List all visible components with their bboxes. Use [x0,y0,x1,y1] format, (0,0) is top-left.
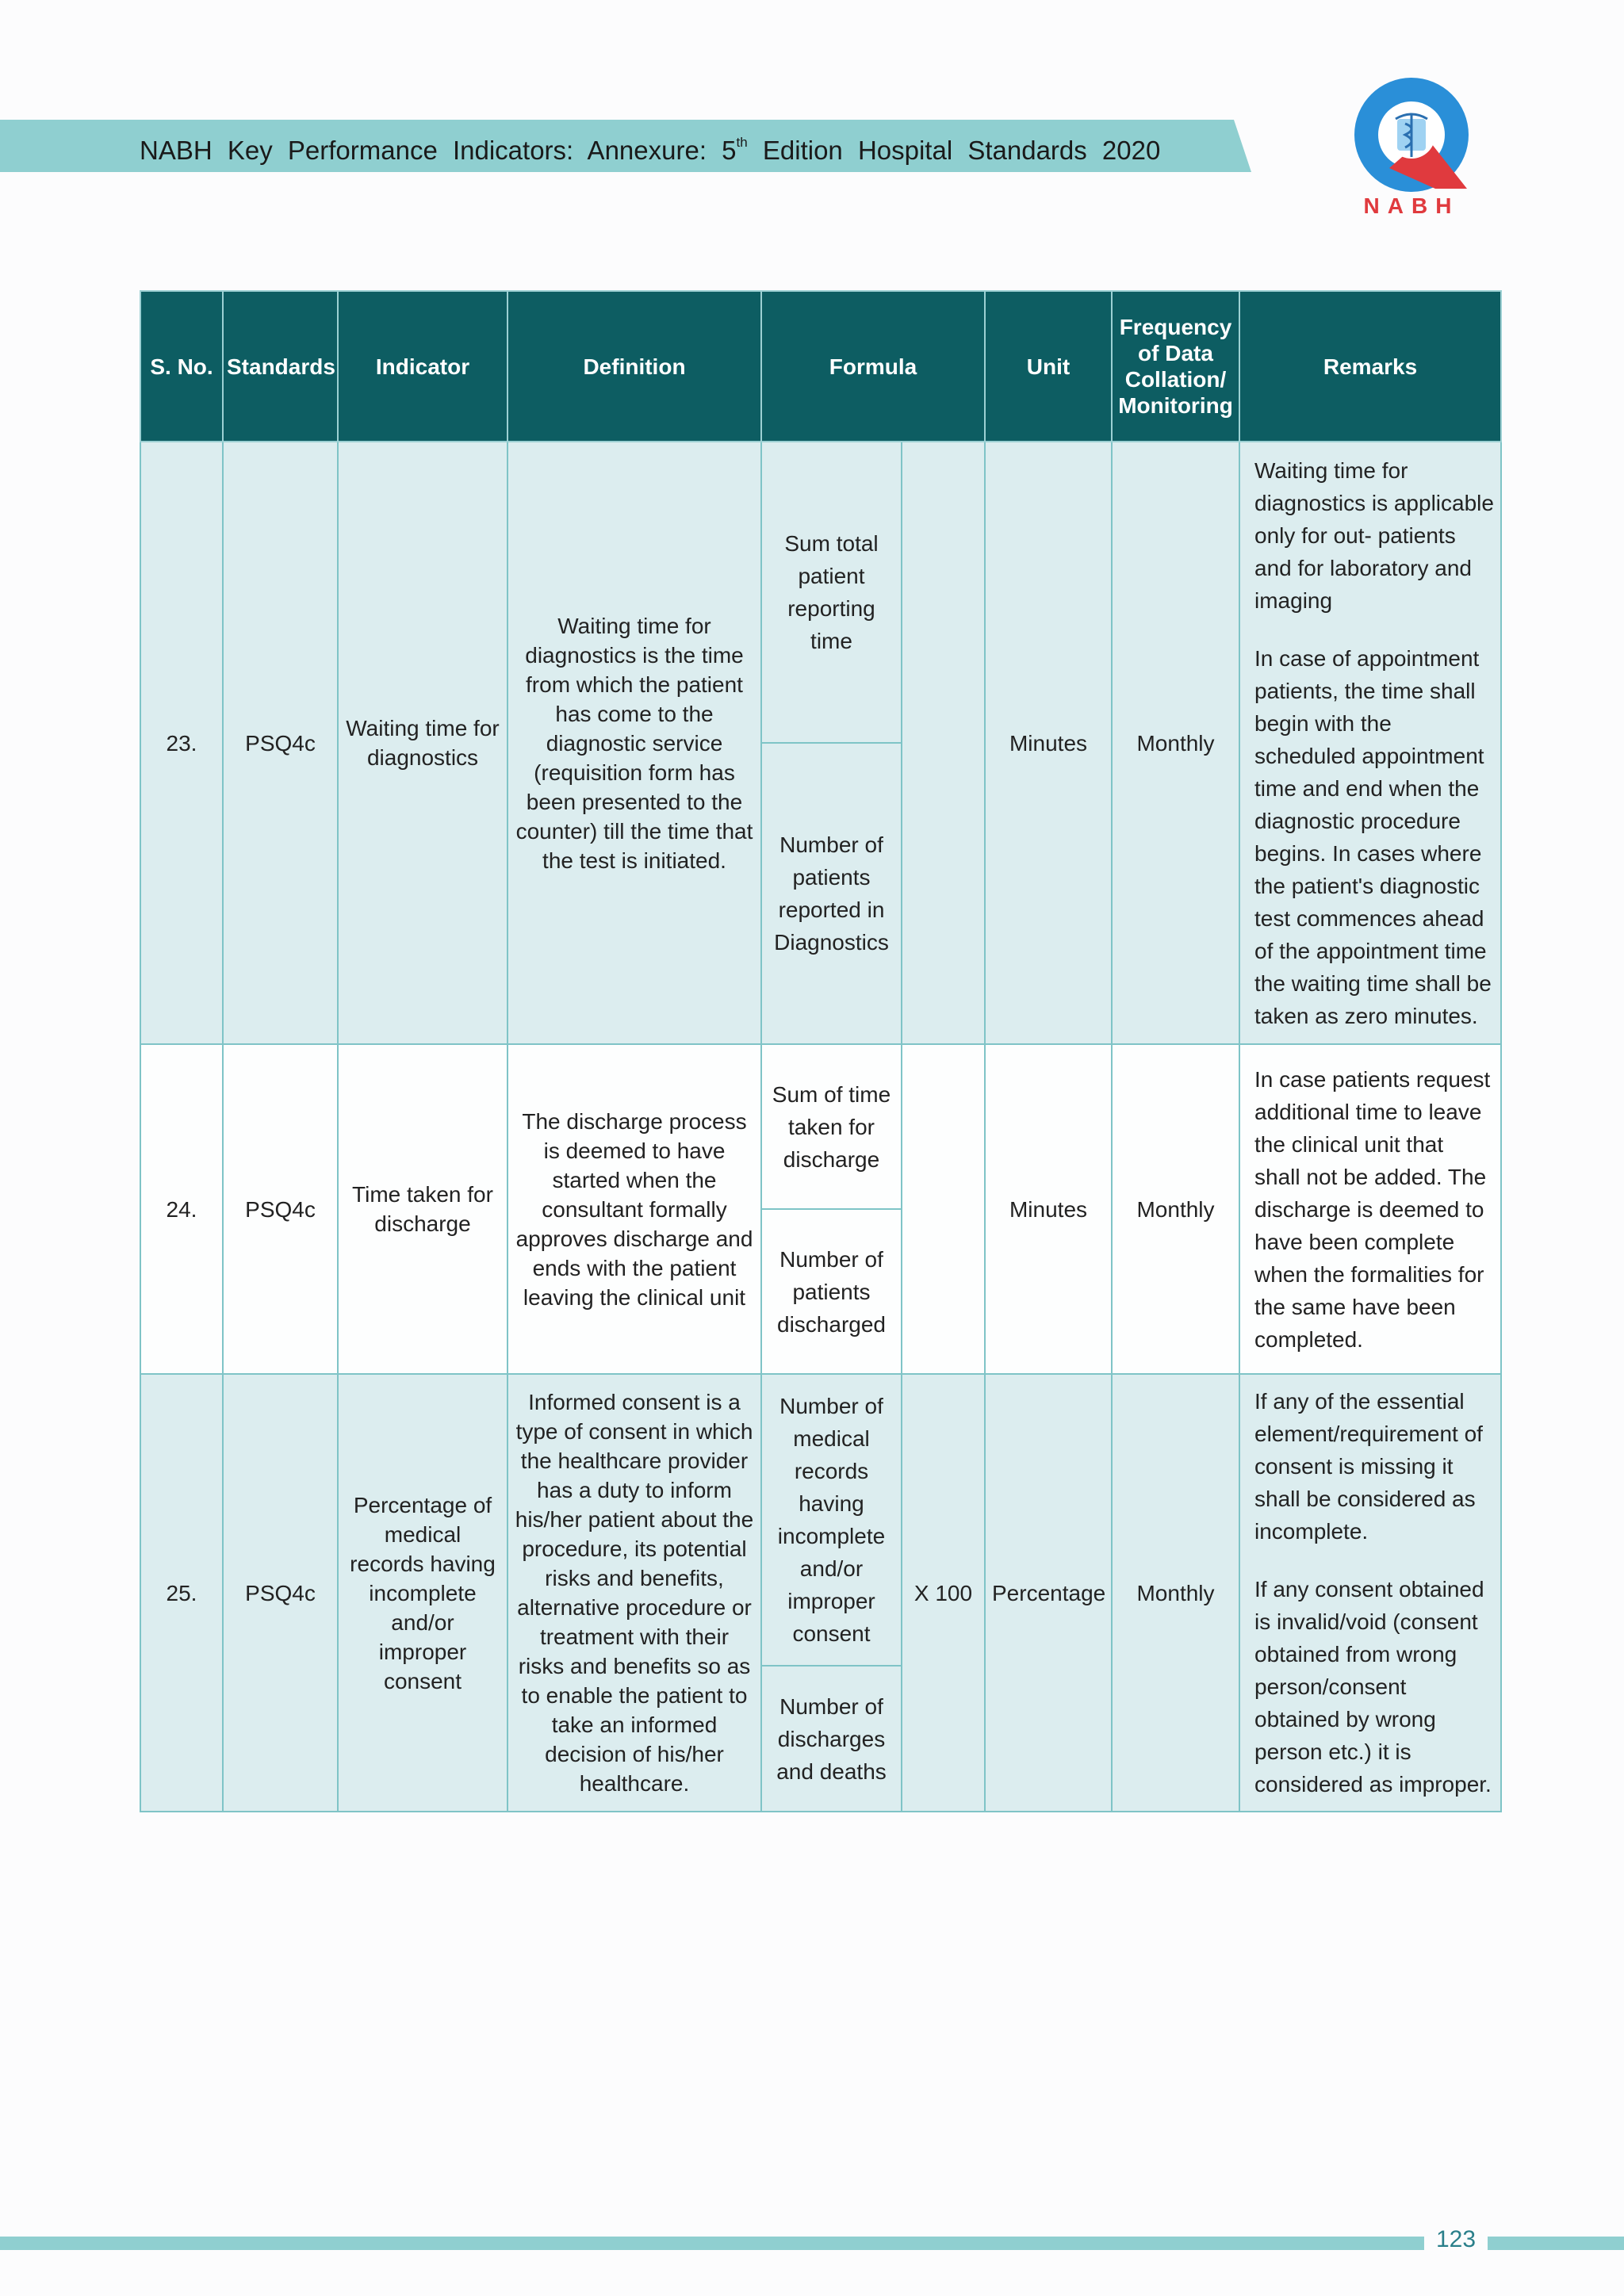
cell-definition: The discharge process is deemed to have started when the consultant formally approves discharge and ends with the patient leaving the clinical unit [508,1044,761,1374]
cell-definition: Informed consent is a type of consent in which the healthcare provider has a duty to inform his/her patient about the procedure, its potential risks and benefits, alternative procedure or treatment with their risks and benefits so as to enable the patient to take an informed decision of his/her healthcare. [508,1374,761,1812]
remarks-paragraph: If any of the essential element/requirement of consent is missing it shall be considered as incomplete. [1254,1389,1483,1544]
cell-sno: 23. [140,442,223,1044]
remarks-paragraph: In case patients request additional time to leave the clinical unit that shall not be added. The discharge is deemed to have been complete when the formalities for the same have been completed. [1254,1066,1491,1352]
cell-remarks [1239,1374,1501,1812]
cell-remarks [1239,1044,1501,1374]
header-formula: Formula [761,291,985,442]
cell-denominator: Number of patients reported in Diagnostics [761,743,902,1044]
header-definition: Definition [508,291,761,442]
header-standards: Standards [223,291,338,442]
cell-multiplier [902,442,985,1044]
table-row [140,1044,1501,1209]
table-row [140,1374,1501,1666]
cell-indicator: Percentage of medical records having incomplete and/or improper consent [338,1374,508,1812]
cell-unit: Minutes [985,442,1112,1044]
cell-frequency: Monthly [1112,1374,1239,1812]
kpi-table [140,290,1502,1812]
table-row [140,442,1501,743]
cell-sno: 24. [140,1044,223,1374]
logo-text: NABH [1363,193,1460,218]
cell-frequency: Monthly [1112,1044,1239,1374]
cell-remarks [1239,442,1501,1044]
cell-definition: Waiting time for diagnostics is the time from which the patient has come to the diagnostic service (requisition form has been presented to the counter) till the time that the test is initiated. [508,442,761,1044]
header-unit: Unit [985,291,1112,442]
page-number: 123 [1435,2226,1477,2252]
cell-unit: Percentage [985,1374,1112,1812]
cell-numerator: Sum total patient reporting time [761,442,902,743]
header-frequency: Frequency of Data Collation/ Monitoring [1112,291,1239,442]
cell-standard: PSQ4c [223,442,338,1044]
cell-indicator: Time taken for discharge [338,1044,508,1374]
remarks-paragraph: In case of appointment patients, the time shall begin with the scheduled appointment time and end when the diagnostic procedure begins. In cases where the patient's diagnostic test commences ahead of the appointment time the waiting time shall be taken as zero minutes. [1254,645,1492,1028]
cell-frequency: Monthly [1112,442,1239,1044]
cell-denominator: Number of discharges and deaths [761,1666,902,1812]
cell-standard: PSQ4c [223,1044,338,1374]
cell-indicator: Waiting time for diagnostics [338,442,508,1044]
header-remarks: Remarks [1239,291,1501,442]
footer-band-right [1488,2237,1624,2250]
cell-multiplier [902,1044,985,1374]
cell-sno: 25. [140,1374,223,1812]
cell-denominator: Number of patients discharged [761,1209,902,1374]
header-sno: S. No. [140,291,223,442]
remarks-paragraph: If any consent obtained is invalid/void (consent obtained from wrong person/consent obtained by wrong person etc.) it is considered as improper. [1254,1577,1492,1797]
page-header-title: NABH Key Performance Indicators: Annexure: 5th Edition Hospital Standards 2020 [140,135,1161,165]
cell-standard: PSQ4c [223,1374,338,1812]
cell-unit: Minutes [985,1044,1112,1374]
cell-multiplier: X 100 [902,1374,985,1812]
table-header-row [140,291,1501,442]
remarks-paragraph: Waiting time for diagnostics is applicable only for out- patients and for laboratory and imaging [1254,457,1494,613]
header-indicator: Indicator [338,291,508,442]
footer-band-left [0,2237,1424,2250]
cell-numerator: Number of medical records having incomplete and/or improper consent [761,1374,902,1666]
cell-numerator: Sum of time taken for discharge [761,1044,902,1209]
